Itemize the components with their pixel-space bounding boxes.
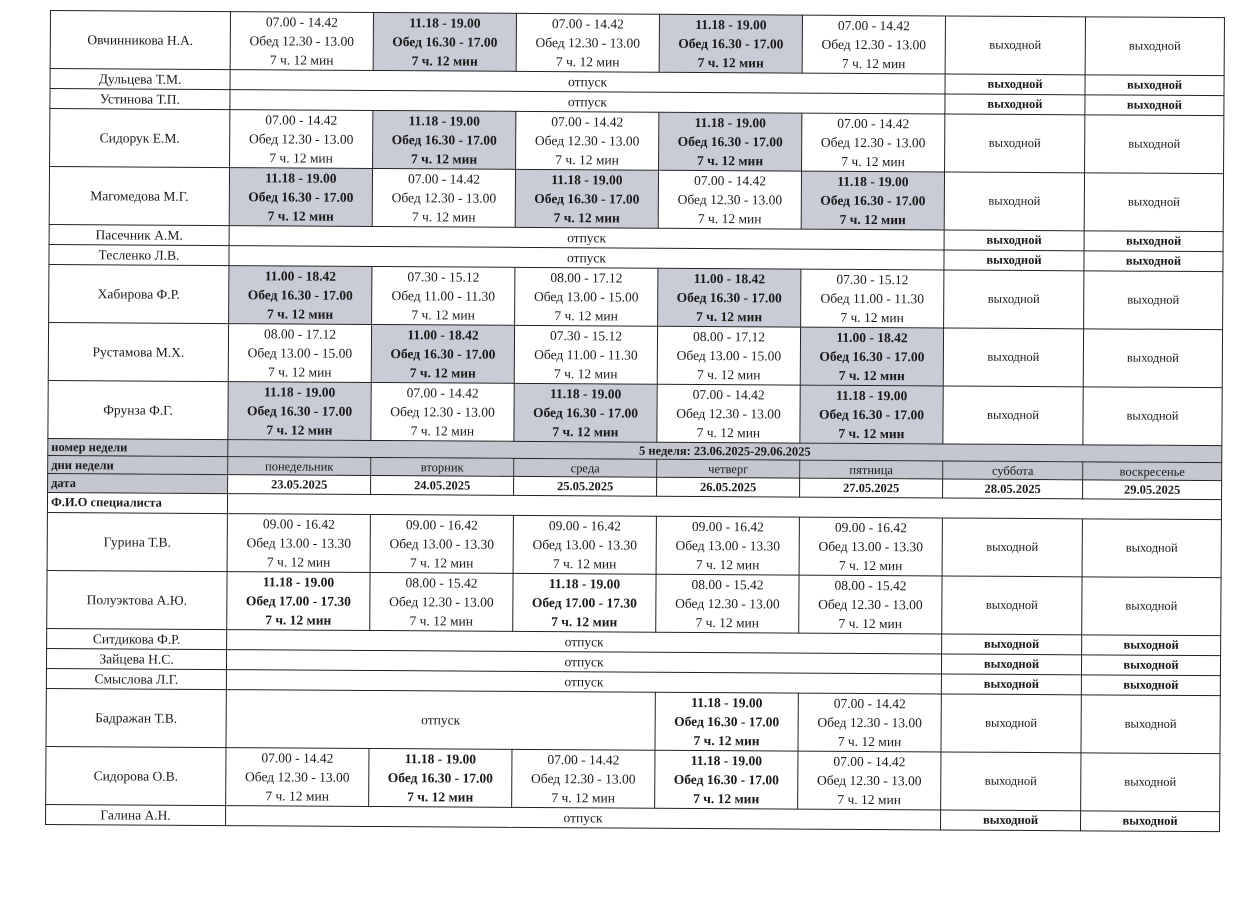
schedule-body-top <box>48 11 1225 446</box>
shift-duration: 7 ч. 12 мин <box>841 153 905 170</box>
day-off-cell: выходной <box>1081 655 1220 676</box>
shift-cell <box>659 14 802 73</box>
shift-duration: 7 ч. 12 мин <box>267 306 334 322</box>
shift-duration: 7 ч. 12 мин <box>838 615 903 632</box>
weekdays-label: дни недели <box>48 455 228 474</box>
shift-hours: 09.00 - 16.42 <box>691 518 764 535</box>
employee-name: Рустамова М.Х. <box>48 322 228 381</box>
shift-duration: 7 ч. 12 мин <box>553 210 620 226</box>
shift-cell <box>373 12 516 71</box>
employee-name: Сидорова О.В. <box>46 746 226 805</box>
shift-cell <box>656 516 799 575</box>
employee-row <box>47 512 1221 577</box>
shift-hours: 11.18 - 19.00 <box>694 114 766 131</box>
shift-hours: 07.00 - 14.42 <box>833 753 906 770</box>
lunch-break: Обед 12.30 - 13.00 <box>817 772 922 789</box>
day-off-cell: выходной <box>1083 387 1222 446</box>
shift-duration: 7 ч. 12 мин <box>553 366 618 382</box>
shift-duration: 7 ч. 12 мин <box>551 614 618 630</box>
day-off-cell: выходной <box>941 752 1081 811</box>
lunch-break: Обед 13.00 - 15.00 <box>676 347 782 364</box>
shift-cell <box>227 514 370 573</box>
shift-duration: 7 ч. 12 мин <box>839 211 906 228</box>
shift-hours: 11.18 - 19.00 <box>837 173 909 190</box>
shift-hours: 07.00 - 14.42 <box>837 17 910 34</box>
day-off-cell: выходной <box>1085 115 1224 174</box>
lunch-break: Обед 12.30 - 13.00 <box>249 33 355 49</box>
employee-row <box>49 167 1223 232</box>
employee-name: Сидорук Е.М. <box>50 109 230 168</box>
employee-row <box>49 264 1223 329</box>
day-off-cell: выходной <box>1081 753 1220 812</box>
shift-hours: 07.00 - 14.42 <box>833 695 906 712</box>
date-cell: 27.05.2025 <box>800 478 943 498</box>
shift-duration: 7 ч. 12 мин <box>837 791 902 808</box>
shift-duration: 7 ч. 12 мин <box>266 554 331 570</box>
day-off-cell: выходной <box>943 386 1083 445</box>
shift-duration: 7 ч. 12 мин <box>410 151 478 167</box>
day-off-cell: выходной <box>1082 577 1221 636</box>
date-cell: 24.05.2025 <box>371 475 514 495</box>
lunch-break: Обед 16.30 - 17.00 <box>247 287 353 303</box>
weekday-cell: четверг <box>657 459 800 478</box>
shift-hours: 11.18 - 19.00 <box>408 113 480 129</box>
vacation-cell: отпуск <box>230 70 945 94</box>
shift-hours: 07.00 - 14.42 <box>837 115 910 132</box>
lunch-break: Обед 16.30 - 17.00 <box>248 189 354 205</box>
shift-duration: 7 ч. 12 мин <box>838 425 905 442</box>
day-off-cell: выходной <box>945 74 1085 95</box>
shift-cell <box>659 112 802 171</box>
employee-name: Устинова Т.П. <box>50 89 230 110</box>
shift-duration: 7 ч. 12 мин <box>695 556 760 573</box>
vacation-cell: отпуск <box>229 226 944 250</box>
shift-cell <box>370 514 513 573</box>
day-off-cell: выходной <box>944 250 1084 271</box>
shift-duration: 7 ч. 12 мин <box>269 52 334 68</box>
employee-name: Галина А.Н. <box>46 804 226 825</box>
shift-cell <box>371 382 514 441</box>
day-off-cell: выходной <box>941 810 1081 831</box>
lunch-break: Обед 11.00 - 11.30 <box>391 288 496 304</box>
shift-cell <box>370 572 513 631</box>
shift-cell <box>513 573 656 632</box>
shift-hours: 11.18 - 19.00 <box>263 384 336 400</box>
day-off-cell: выходной <box>1084 251 1223 272</box>
lunch-break: Обед 16.30 - 17.00 <box>532 404 639 421</box>
shift-duration: 7 ч. 12 мин <box>695 614 760 631</box>
lunch-break: Обед 16.30 - 17.00 <box>677 133 783 150</box>
lunch-break: Обед 13.00 - 13.30 <box>675 537 781 554</box>
schedule-sheet <box>45 10 1224 843</box>
lunch-break: Обед 12.30 - 13.00 <box>676 405 781 422</box>
shift-hours: 11.18 - 19.00 <box>409 15 481 31</box>
vacation-cell: отпуск <box>226 650 941 674</box>
shift-cell <box>516 13 659 72</box>
weekday-cell: суббота <box>943 461 1083 480</box>
lunch-break: Обед 12.30 - 13.00 <box>535 34 641 51</box>
day-off-cell: выходной <box>942 518 1082 577</box>
shift-duration: 7 ч. 12 мин <box>409 555 474 571</box>
vacation-cell: отпуск <box>230 90 945 114</box>
shift-cell <box>230 12 373 71</box>
shift-cell <box>369 748 512 807</box>
shift-cell <box>230 110 373 169</box>
lunch-break: Обед 16.30 - 17.00 <box>246 403 353 419</box>
shift-duration: 7 ч. 12 мин <box>407 789 474 805</box>
day-off-cell: выходной <box>941 654 1081 675</box>
schedule-table <box>45 10 1225 832</box>
lunch-break: Обед 11.00 - 11.30 <box>534 346 638 363</box>
lunch-break: Обед 13.00 - 13.30 <box>818 538 924 555</box>
vacation-cell: отпуск <box>226 690 655 751</box>
shift-cell <box>798 751 941 810</box>
shift-cell <box>372 266 515 325</box>
lunch-break: Обед 16.30 - 17.00 <box>678 35 784 52</box>
lunch-break: Обед 16.30 - 17.00 <box>390 346 496 362</box>
shift-cell <box>372 168 515 227</box>
employee-name: Ситдикова Ф.Р. <box>47 628 227 649</box>
shift-duration: 7 ч. 12 мин <box>267 208 334 224</box>
employee-name: Пасечник А.М. <box>49 224 229 245</box>
weekday-cell: пятница <box>800 460 943 479</box>
day-off-cell: выходной <box>942 634 1082 655</box>
shift-duration: 7 ч. 12 мин <box>265 788 330 804</box>
employee-row <box>46 746 1220 811</box>
date-cell: 26.05.2025 <box>657 477 800 497</box>
day-off-cell: выходной <box>1083 329 1222 388</box>
day-off-cell: выходной <box>1085 17 1224 76</box>
employee-row <box>50 109 1224 174</box>
shift-cell <box>229 266 372 325</box>
shift-hours: 08.00 - 17.12 <box>550 270 623 286</box>
shift-duration: 7 ч. 12 мин <box>411 307 475 323</box>
week-number-label: номер недели <box>48 438 228 456</box>
shift-hours: 08.00 - 17.12 <box>692 328 766 345</box>
day-off-cell: выходной <box>1082 519 1221 578</box>
date-cell: 23.05.2025 <box>228 475 371 495</box>
shift-hours: 11.00 - 18.42 <box>407 327 479 343</box>
day-off-cell: выходной <box>944 230 1084 251</box>
shift-cell <box>802 15 945 74</box>
shift-hours: 08.00 - 15.42 <box>834 577 907 594</box>
shift-cell <box>656 574 799 633</box>
shift-hours: 08.00 - 15.42 <box>691 576 764 593</box>
shift-hours: 11.18 - 19.00 <box>549 386 622 402</box>
shift-hours: 07.00 - 14.42 <box>692 386 765 403</box>
lunch-break: Обед 12.30 - 13.00 <box>677 191 783 208</box>
employee-name: Гурина Т.В. <box>47 512 227 571</box>
employee-name: Фрунза Ф.Г. <box>48 380 228 439</box>
shift-duration: 7 ч. 12 мин <box>410 423 475 439</box>
shift-cell <box>515 267 658 326</box>
vacation-cell: отпуск <box>226 806 941 830</box>
day-off-cell: выходной <box>1085 75 1224 96</box>
shift-hours: 11.00 - 18.42 <box>836 329 908 346</box>
shift-duration: 7 ч. 12 мин <box>555 54 620 70</box>
shift-cell <box>371 324 514 383</box>
shift-hours: 07.00 - 14.42 <box>265 14 338 30</box>
shift-duration: 7 ч. 12 мин <box>696 424 761 441</box>
lunch-break: Обед 16.30 - 17.00 <box>819 348 925 365</box>
lunch-break: Обед 17.00 - 17.30 <box>531 594 637 611</box>
lunch-break: Обед 13.00 - 15.00 <box>247 345 353 361</box>
day-off-cell: выходной <box>944 172 1084 231</box>
day-off-cell: выходной <box>945 16 1085 75</box>
lunch-break: Обед 16.30 - 17.00 <box>674 713 780 730</box>
shift-duration: 7 ч. 12 мин <box>409 613 474 629</box>
day-off-cell: выходной <box>944 270 1084 329</box>
shift-hours: 11.18 - 19.00 <box>404 751 477 767</box>
shift-duration: 7 ч. 12 мин <box>555 152 619 168</box>
shift-duration: 7 ч. 12 мин <box>696 152 764 169</box>
shift-duration: 7 ч. 12 мин <box>693 790 760 807</box>
shift-cell <box>226 748 369 807</box>
shift-cell <box>800 327 943 386</box>
day-off-cell: выходной <box>1081 675 1220 696</box>
shift-duration: 7 ч. 12 мин <box>841 55 906 72</box>
lunch-break: Обед 16.30 - 17.00 <box>820 192 926 209</box>
shift-hours: 07.00 - 14.42 <box>693 172 767 189</box>
weekday-cell: среда <box>514 458 657 477</box>
date-label: дата <box>48 473 228 493</box>
date-cell: 25.05.2025 <box>514 476 657 496</box>
shift-duration: 7 ч. 12 мин <box>552 424 619 440</box>
day-off-cell: выходной <box>1081 695 1220 754</box>
shift-hours: 08.00 - 15.42 <box>405 575 478 591</box>
lunch-break: Обед 16.30 - 17.00 <box>534 190 640 207</box>
shift-hours: 11.18 - 19.00 <box>265 170 337 186</box>
lunch-break: Обед 16.30 - 17.00 <box>676 289 782 306</box>
vacation-cell: отпуск <box>226 670 941 694</box>
shift-cell <box>655 692 798 751</box>
day-off-cell: выходной <box>1084 271 1223 330</box>
employee-row <box>48 322 1222 387</box>
shift-cell <box>657 384 800 443</box>
employee-name: Полуэктова А.Ю. <box>47 570 227 629</box>
shift-duration: 7 ч. 12 мин <box>269 150 333 166</box>
day-off-cell: выходной <box>1085 95 1224 116</box>
shift-cell <box>658 170 801 229</box>
lunch-break: Обед 12.30 - 13.00 <box>817 714 922 731</box>
day-off-cell: выходной <box>943 328 1083 387</box>
shift-duration: 7 ч. 12 мин <box>697 210 762 227</box>
shift-cell <box>227 572 370 631</box>
shift-duration: 7 ч. 12 мин <box>838 367 905 384</box>
employee-name: Тесленко Л.В. <box>49 244 229 265</box>
lunch-break: Обед 13.00 - 15.00 <box>533 288 639 305</box>
shift-cell <box>228 382 371 441</box>
shift-hours: 11.18 - 19.00 <box>835 387 908 404</box>
shift-cell <box>513 515 656 574</box>
day-off-cell: выходной <box>1084 173 1223 232</box>
shift-cell <box>228 324 371 383</box>
specialist-label: Ф.И.О специалиста <box>47 492 227 513</box>
week-title: 5 неделя: 23.06.2025-29.06.2025 <box>228 440 1222 463</box>
lunch-break: Обед 12.30 - 13.00 <box>675 595 780 612</box>
lunch-break: Обед 16.30 - 17.00 <box>391 132 497 148</box>
employee-row <box>50 11 1224 76</box>
shift-cell <box>802 113 945 172</box>
shift-cell <box>229 168 372 227</box>
shift-hours: 07.00 - 14.42 <box>551 114 624 130</box>
shift-hours: 07.00 - 14.42 <box>261 750 334 766</box>
lunch-break: Обед 17.00 - 17.30 <box>245 593 351 609</box>
shift-hours: 11.18 - 19.00 <box>548 576 621 592</box>
shift-hours: 09.00 - 16.42 <box>548 518 621 534</box>
day-off-cell: выходной <box>941 674 1081 695</box>
shift-cell <box>512 749 655 808</box>
shift-hours: 09.00 - 16.42 <box>834 519 907 536</box>
shift-cell <box>655 750 798 809</box>
shift-hours: 08.00 - 17.12 <box>263 326 337 342</box>
shift-duration: 7 ч. 12 мин <box>411 209 476 225</box>
employee-name: Бадражан Т.В. <box>46 688 226 747</box>
shift-hours: 11.00 - 18.42 <box>264 268 337 284</box>
shift-duration: 7 ч. 12 мин <box>838 557 903 574</box>
employee-row <box>47 570 1221 635</box>
shift-hours: 07.00 - 14.42 <box>551 16 624 32</box>
shift-hours: 07.00 - 14.42 <box>265 112 338 128</box>
shift-cell <box>801 269 944 328</box>
day-off-cell: выходной <box>941 694 1081 753</box>
shift-hours: 07.00 - 14.42 <box>406 385 479 401</box>
shift-duration: 7 ч. 12 мин <box>696 308 763 325</box>
employee-row <box>48 380 1222 445</box>
shift-hours: 11.18 - 19.00 <box>551 172 623 188</box>
shift-cell <box>514 325 657 384</box>
shift-duration: 7 ч. 12 мин <box>554 308 618 324</box>
lunch-break: Обед 12.30 - 13.00 <box>391 190 497 206</box>
shift-duration: 7 ч. 12 мин <box>265 612 332 628</box>
lunch-break: Обед 12.30 - 13.00 <box>531 770 636 787</box>
shift-cell <box>658 268 801 327</box>
shift-duration: 7 ч. 12 мин <box>552 556 617 572</box>
shift-hours: 11.18 - 19.00 <box>695 16 767 33</box>
shift-duration: 7 ч. 12 мин <box>409 365 476 381</box>
shift-hours: 11.18 - 19.00 <box>262 574 335 590</box>
date-cell: 28.05.2025 <box>943 479 1083 499</box>
weekday-cell: воскресенье <box>1083 462 1222 481</box>
day-off-cell: выходной <box>1084 231 1223 252</box>
shift-duration: 7 ч. 12 мин <box>697 54 764 71</box>
lunch-break: Обед 11.00 - 11.30 <box>820 290 925 307</box>
shift-hours: 07.00 - 14.42 <box>407 171 481 187</box>
shift-cell <box>515 169 658 228</box>
shift-hours: 11.18 - 19.00 <box>691 694 763 711</box>
lunch-break: Обед 12.30 - 13.00 <box>389 594 494 610</box>
shift-duration: 7 ч. 12 мин <box>267 364 332 380</box>
day-off-cell: выходной <box>942 576 1082 635</box>
weekday-cell: понедельник <box>228 457 371 476</box>
lunch-break: Обед 16.30 - 17.00 <box>673 771 779 788</box>
employee-name: Дульцева Т.М. <box>50 69 230 90</box>
lunch-break: Обед 12.30 - 13.00 <box>821 36 927 53</box>
date-cell: 29.05.2025 <box>1083 480 1222 500</box>
shift-hours: 09.00 - 16.42 <box>262 516 335 532</box>
vacation-cell: отпуск <box>229 246 944 270</box>
shift-cell <box>799 517 942 576</box>
lunch-break: Обед 12.30 - 13.00 <box>248 131 354 147</box>
shift-hours: 11.18 - 19.00 <box>690 752 763 769</box>
vacation-cell: отпуск <box>227 630 942 654</box>
employee-name: Смыслова Л.Г. <box>46 668 226 689</box>
shift-cell <box>516 111 659 170</box>
shift-duration: 7 ч. 12 мин <box>840 309 904 326</box>
lunch-break: Обед 12.30 - 13.00 <box>245 769 350 785</box>
lunch-break: Обед 13.00 - 13.30 <box>389 536 495 552</box>
shift-duration: 7 ч. 12 мин <box>693 732 760 749</box>
shift-hours: 07.30 - 15.12 <box>836 271 909 288</box>
lunch-break: Обед 16.30 - 17.00 <box>387 770 493 786</box>
lunch-break: Обед 13.00 - 13.30 <box>246 535 352 551</box>
shift-hours: 07.00 - 14.42 <box>547 752 620 768</box>
employee-name: Овчинникова Н.А. <box>50 11 230 70</box>
employee-name: Хабирова Ф.Р. <box>49 264 229 323</box>
shift-duration: 7 ч. 12 мин <box>266 422 333 438</box>
shift-cell <box>801 171 944 230</box>
lunch-break: Обед 12.30 - 13.00 <box>820 134 926 151</box>
shift-hours: 07.30 - 15.12 <box>549 328 623 344</box>
shift-duration: 7 ч. 12 мин <box>551 790 616 806</box>
weekday-cell: вторник <box>371 457 514 476</box>
lunch-break: Обед 13.00 - 13.30 <box>532 536 638 553</box>
shift-cell <box>373 110 516 169</box>
day-off-cell: выходной <box>945 94 1085 115</box>
shift-hours: 11.00 - 18.42 <box>693 270 766 287</box>
day-off-cell: выходной <box>1081 811 1220 832</box>
employee-row <box>46 688 1220 753</box>
shift-duration: 7 ч. 12 мин <box>696 366 761 383</box>
lunch-break: Обед 16.30 - 17.00 <box>392 34 498 50</box>
shift-cell <box>798 693 941 752</box>
shift-cell <box>799 575 942 634</box>
day-off-cell: выходной <box>1082 635 1221 656</box>
employee-name: Зайцева Н.С. <box>46 648 226 669</box>
shift-hours: 09.00 - 16.42 <box>405 517 478 533</box>
shift-hours: 07.30 - 15.12 <box>407 269 480 285</box>
lunch-break: Обед 12.30 - 13.00 <box>818 596 923 613</box>
week-header <box>47 438 1221 519</box>
shift-cell <box>657 326 800 385</box>
employee-name: Магомедова М.Г. <box>49 167 229 226</box>
shift-cell <box>514 383 657 442</box>
shift-duration: 7 ч. 12 мин <box>837 733 902 750</box>
lunch-break: Обед 12.30 - 13.00 <box>390 404 495 420</box>
lunch-break: Обед 12.30 - 13.00 <box>534 132 640 149</box>
shift-cell <box>800 385 943 444</box>
day-off-cell: выходной <box>945 114 1085 173</box>
schedule-body-bottom <box>46 512 1222 831</box>
shift-duration: 7 ч. 12 мин <box>411 53 478 69</box>
lunch-break: Обед 16.30 - 17.00 <box>818 406 925 423</box>
